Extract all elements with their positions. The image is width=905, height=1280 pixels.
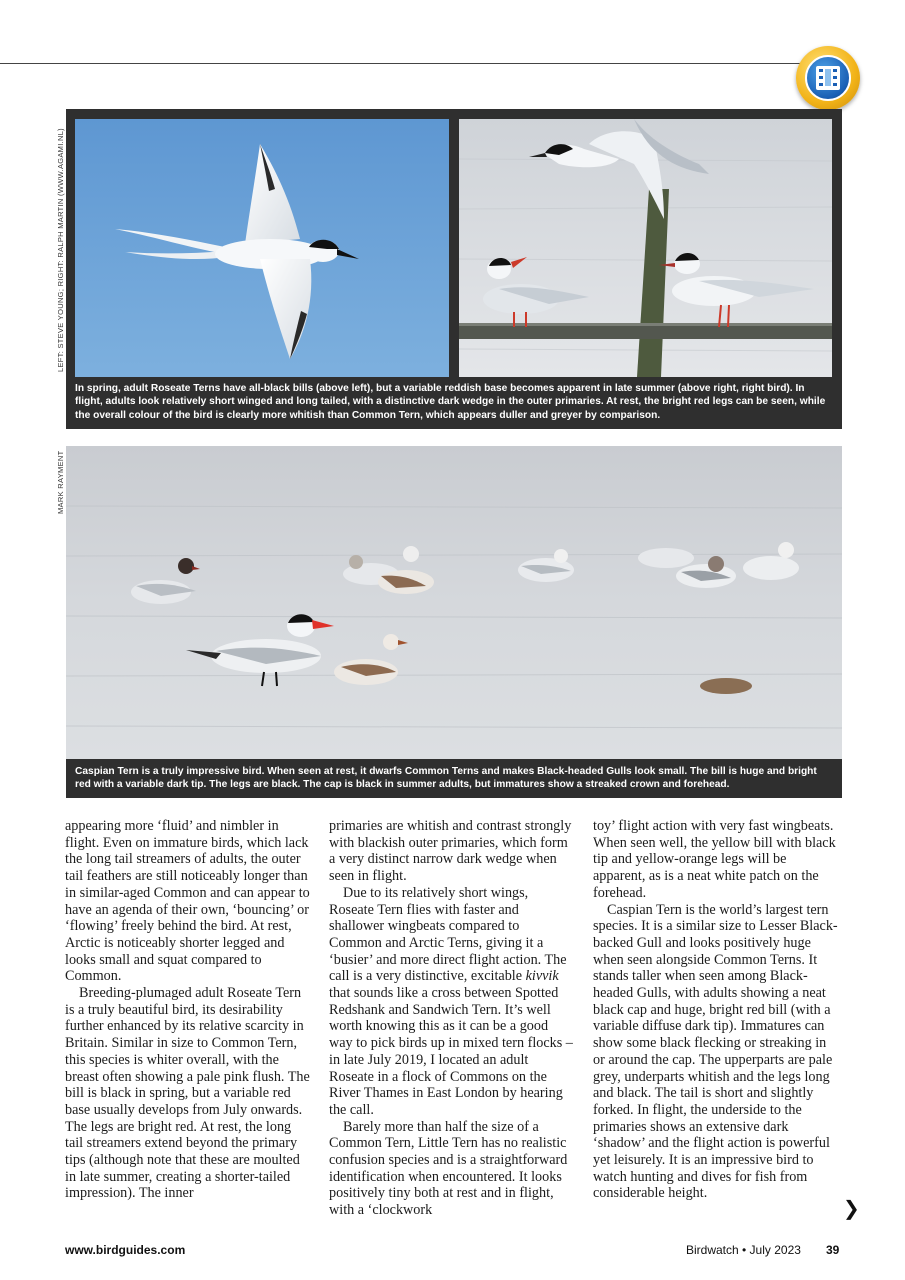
caption-top: In spring, adult Roseate Terns have all-black bills (above left), but a variable reddish base becomes apparent in late summer (above right, right bird). In flight, adults look relatively short winged and long tailed, with a distinctive dark wedge in the outer primaries. At rest, the bright red legs can be seen, while the overall colour of the bird is clearly more whitish than Common Tern, which appears duller and greyer by comparison. (75, 383, 826, 421)
video-film-icon (807, 57, 849, 99)
footer-magazine: Birdwatch • July 2023 (686, 1243, 801, 1257)
photo-credit-bottom: MARK RAYMENT (56, 450, 65, 514)
paragraph: Caspian Tern is the world’s largest tern species. It is a similar size to Lesser Black-backed Gull and looks positively huge when seen alongside Common Terns. It stands taller when seen among Black-headed Gulls, with adults showing a neat black cap and huge, bright red bill (with a variable diffuse dark tip). Immatures can show some black flecking or streaking in or around the cap. The upperparts are pale grey, underparts whitish and the legs long and black. The tail is short and slightly forked. In flight, the underside to the primaries shows an extensive dark ‘shadow’ and the flight action is powerful yet leisurely. It is an impressive bird to watch hunting and dives for fish from considerable height. (593, 901, 838, 1202)
photo-caspian-tern-gulls (66, 446, 842, 759)
text-run: that sounds like a cross between Spotted Redshank and Sandwich Tern. It’s well worth knowing this as it can be a good way to pick birds up in mixed tern flocks – in late July 2019, I located an adult Roseate in a flock of Commons on the River Thames in East London by hearing the call. (329, 985, 573, 1118)
paragraph: primaries are whitish and contrast strongly with blackish outer primaries, which form a very distinct narrow dark wedge when seen in flight. (329, 818, 572, 885)
next-page-icon[interactable]: ❯ (843, 1196, 860, 1220)
video-badge[interactable] (796, 46, 860, 110)
call-italic: kivvik (525, 968, 559, 985)
top-photo-panel (66, 109, 842, 429)
photo-credit-top: LEFT: STEVE YOUNG; RIGHT: RALPH MARTIN (WWW.AGAMI.NL) (56, 128, 65, 372)
paragraph (329, 885, 575, 1119)
bottom-photo-panel (66, 446, 842, 798)
paragraph: Breeding-plumaged adult Roseate Tern is a truly beautiful bird, its desirability further enhanced by its relative scarcity in Britain. Similar in size to Common Tern, this species is whiter overall, with the breast often showing a pale pink flush. The bill is black in spring, but a variable red base usually develops from July onwards. The legs are bright red. At rest, the long tail streamers extend beyond the primary tips (although note that these are moulted in late summer, creating a shorter-tailed impression). The inner (65, 985, 310, 1202)
paragraph: toy’ flight action with very fast wingbeats. When seen well, the yellow bill with black tip and yellow-orange legs will be apparent, as is a neat white patch on the forehead. (593, 818, 836, 901)
article-column-2 (329, 818, 575, 1219)
photo-roseate-tern-flight (75, 119, 449, 377)
paragraph: appearing more ‘fluid’ and nimbler in flight. Even on immature birds, which lack the long tail streamers of adults, the outer tail feathers are still noticeably longer than in similar-aged Common and can appear to have an agenda of their own, ‘bouncing’ or ‘flowing’ freely behind the bird. At rest, Arctic is noticeably shorter legged and looks small and squat compared to Common. (65, 818, 310, 985)
page-number: 39 (826, 1243, 840, 1257)
text-run: Due to its relatively short wings, Roseate Tern flies with faster and shallower wingbeats compared to Common and Arctic Terns, giving it a ‘busier’ and more direct flight action. The call is a very distinctive, excitable (329, 884, 567, 985)
footer-website[interactable]: www.birdguides.com (65, 1243, 186, 1257)
paragraph: Barely more than half the size of a Common Tern, Little Tern has no realistic confusion species and is a straightforward identification when encountered. It looks positively tiny both at rest and in flight, with a ‘clockwork (329, 1118, 568, 1219)
photo-roseate-terns-rest (459, 119, 832, 377)
article-column-3 (593, 818, 839, 1202)
top-rule (0, 63, 835, 64)
article-column-1 (65, 818, 311, 1202)
caption-bottom: Caspian Tern is a truly impressive bird. When seen at rest, it dwarfs Common Terns and makes Black-headed Gulls look small. The bill is huge and bright red with a variable dark tip. The legs are black. The cap is black in summer adults, but immatures show a streaked crown and forehead. (75, 766, 817, 791)
